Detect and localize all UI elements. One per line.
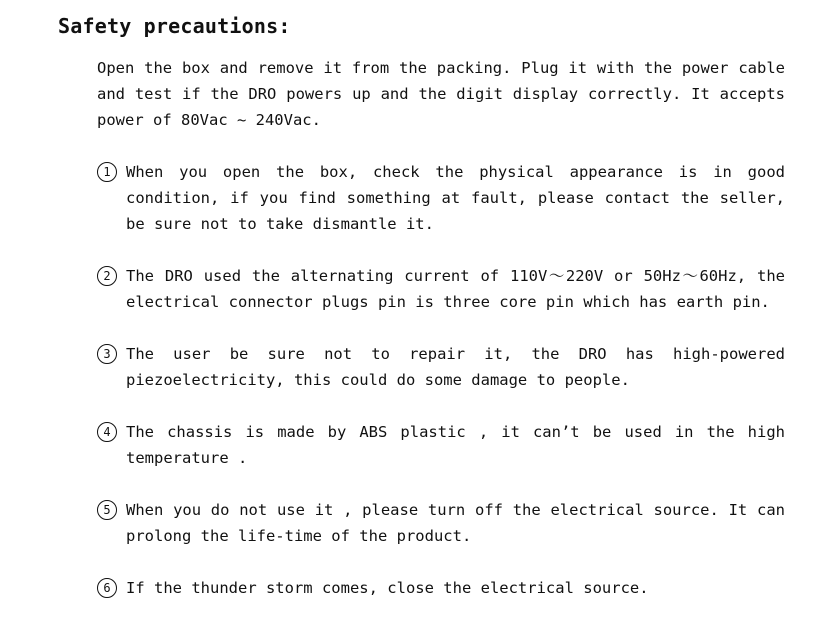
precaution-item-4	[97, 419, 785, 471]
precaution-text-3: The user be sure not to repair it, the DRO has high-powered piezoelectricity, this could do some damage to people.	[126, 345, 785, 389]
precaution-item-1	[97, 159, 785, 237]
circled-number-3: 3	[97, 344, 117, 364]
circled-number-6: 6	[97, 578, 117, 598]
precaution-text-5: When you do not use it , please turn off the electrical source. It can prolong the life-time of the product.	[126, 501, 785, 545]
precaution-item-5	[97, 497, 785, 549]
circled-number-5: 5	[97, 500, 117, 520]
circled-number-1: 1	[97, 162, 117, 182]
section-heading: Safety precautions:	[58, 14, 291, 38]
precaution-text-1: When you open the box, check the physical appearance is in good condition, if you find something at fault, please contact the seller, be sure not to take dismantle it.	[126, 163, 785, 233]
precaution-text-4: The chassis is made by ABS plastic , it can’t be used in the high temperature .	[126, 423, 785, 467]
precaution-item-2	[97, 263, 785, 315]
circled-number-2: 2	[97, 266, 117, 286]
intro-paragraph: Open the box and remove it from the packing. Plug it with the power cable and test if the DRO powers up and the digit display correctly. It accepts power of 80Vac ~ 240Vac.	[97, 59, 785, 129]
precaution-text-2: The DRO used the alternating current of 110V～220V or 50Hz～60Hz, the electrical connector plugs pin is three core pin which has earth pin.	[126, 267, 785, 311]
circled-number-4: 4	[97, 422, 117, 442]
precaution-text-6: If the thunder storm comes, close the electrical source.	[126, 579, 649, 597]
precaution-item-3	[97, 341, 785, 393]
precaution-item-6	[97, 575, 785, 601]
